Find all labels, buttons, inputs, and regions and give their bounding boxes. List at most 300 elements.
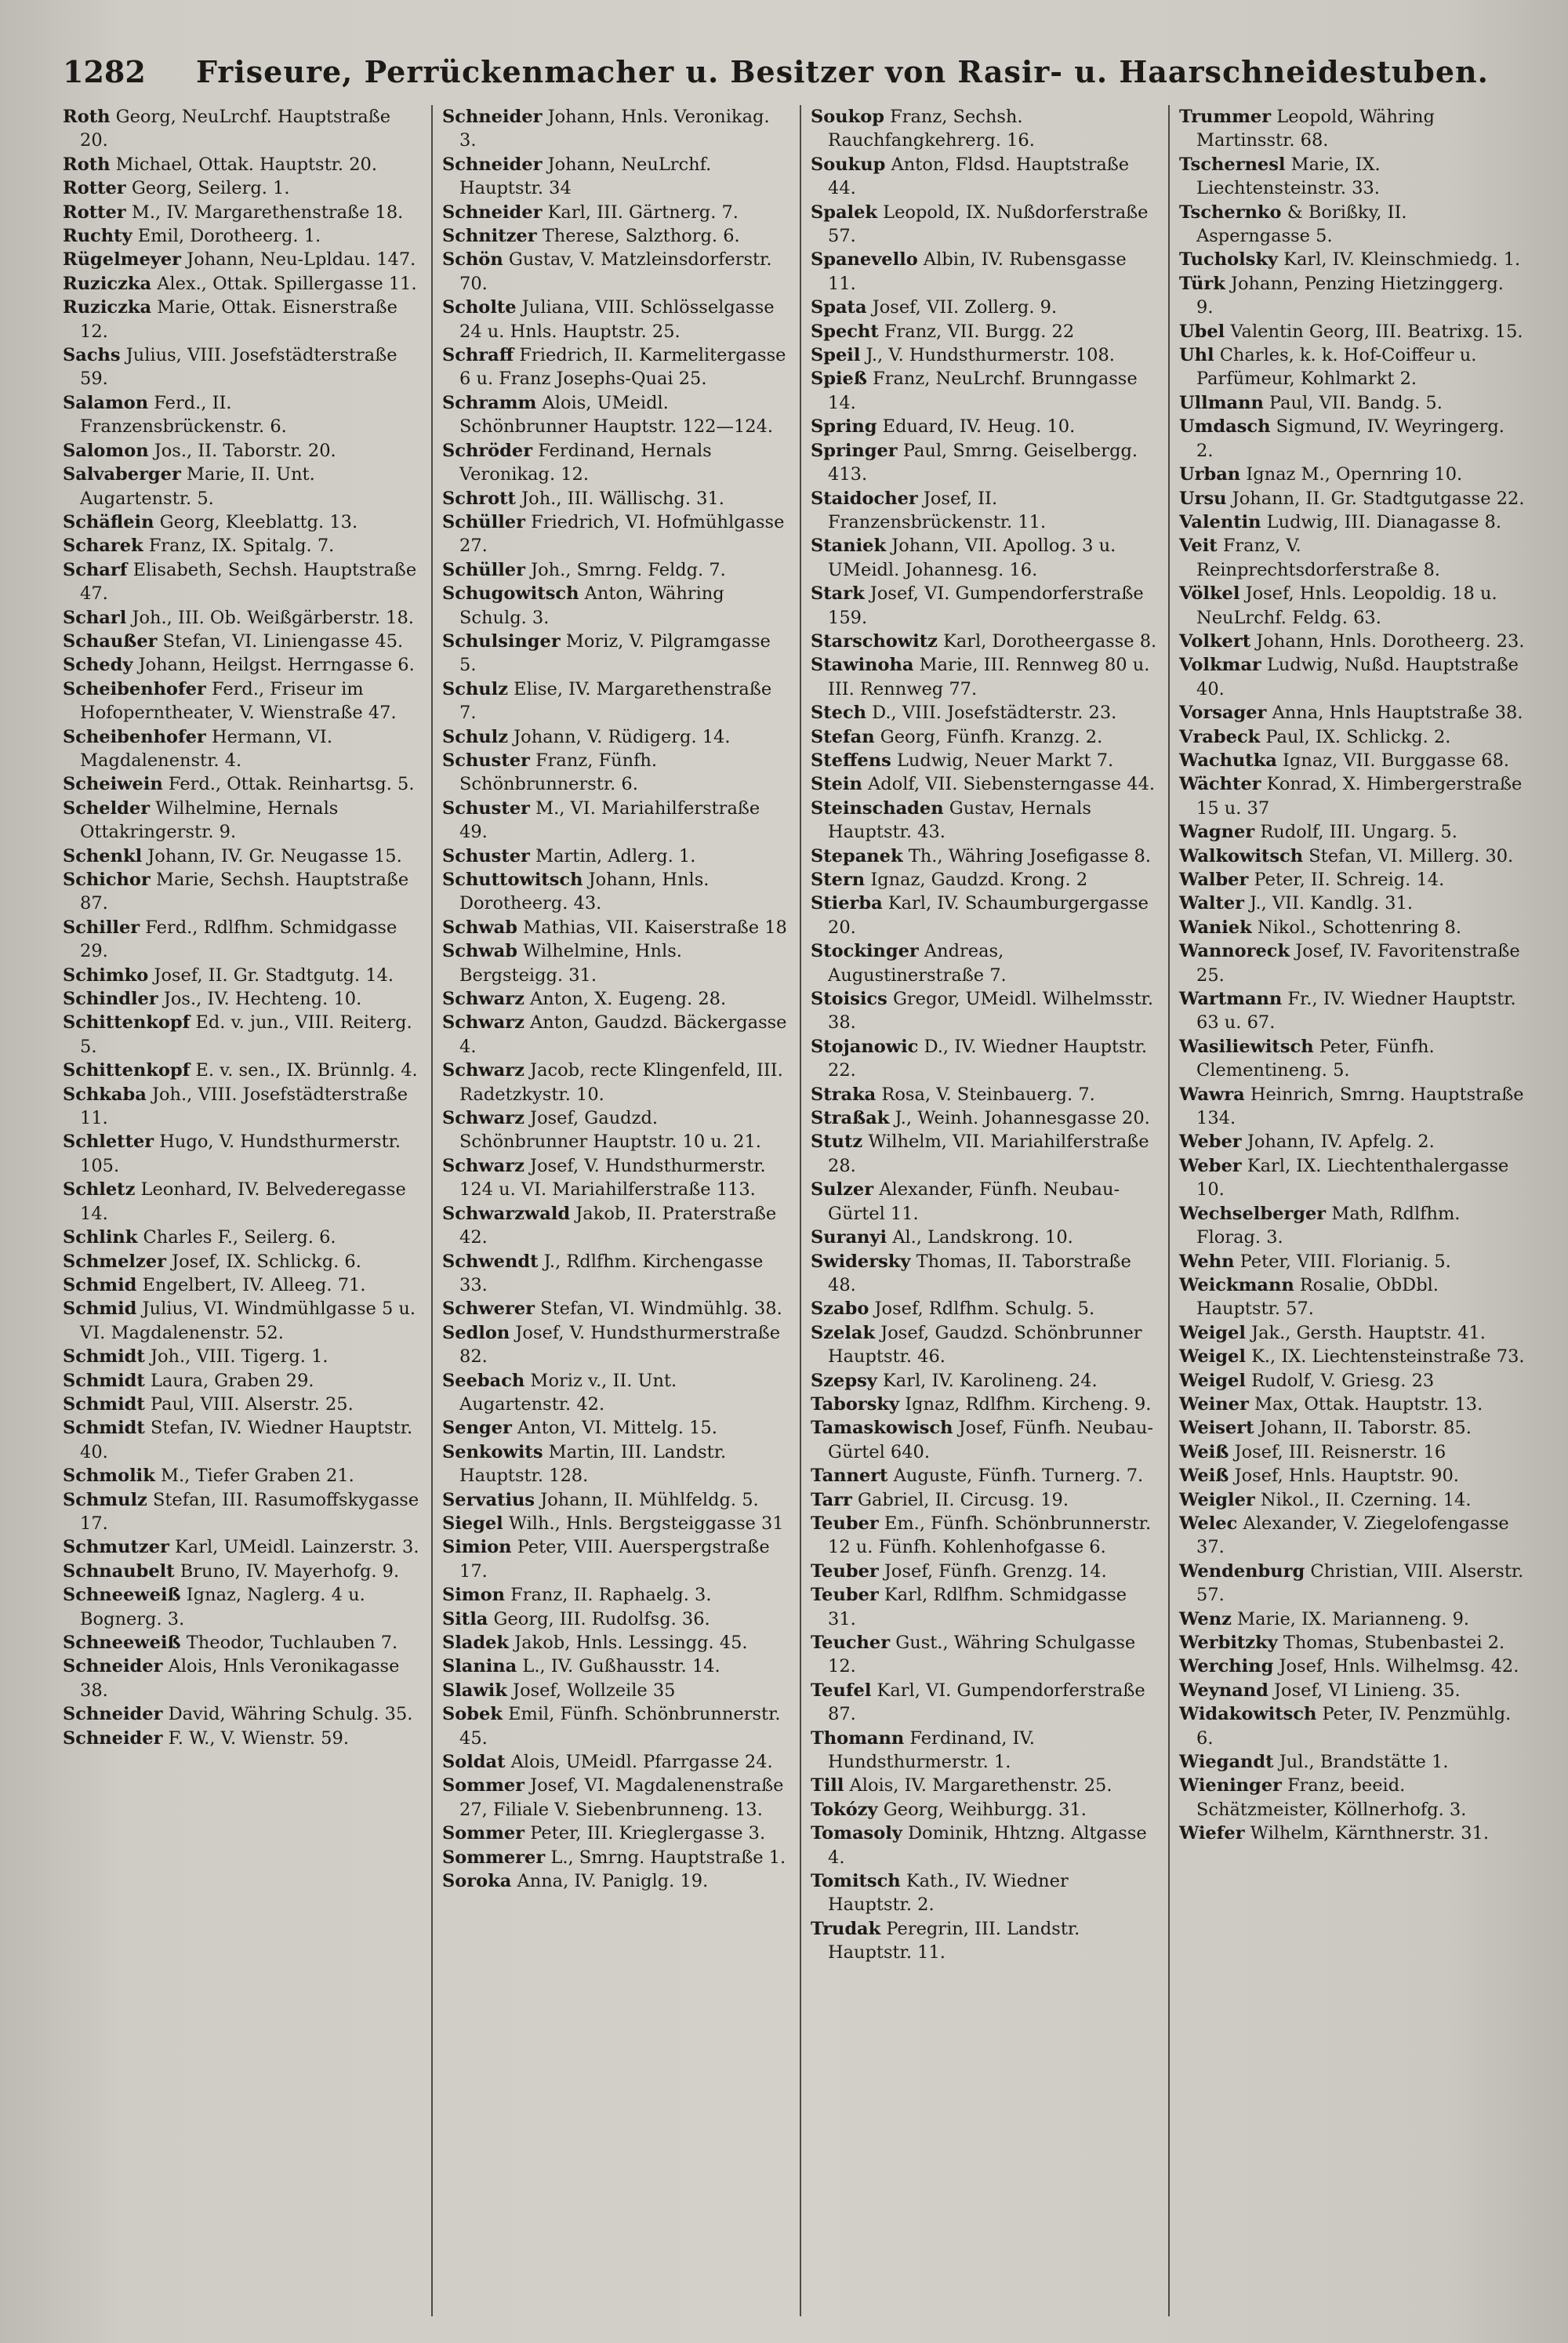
entry-surname: Tschernko [1179, 202, 1282, 223]
entry-surname: Senger [442, 1418, 512, 1439]
entry-details: Ignaz, Naglerg. 4 u. Bognerg. 3. [80, 1585, 365, 1629]
entry-surname: Seebach [442, 1370, 525, 1391]
column-3 [800, 105, 1168, 2316]
directory-entry [811, 343, 1157, 367]
directory-entry [63, 630, 420, 653]
directory-entry [442, 1631, 789, 1655]
directory-entry [63, 272, 420, 296]
entry-details: Thomas, II. Taborstraße 48. [828, 1251, 1131, 1295]
entry-surname: Walkowitsch [1179, 845, 1304, 866]
entry-details: Josef, II. Franzensbrückenstr. 11. [828, 488, 1047, 532]
entry-details: Jul., Brandstätte 1. [1279, 1752, 1449, 1773]
entry-surname: Schwarzwald [442, 1203, 571, 1224]
directory-entry [63, 1393, 420, 1416]
entry-details: Johann, V. Rüdigerg. 14. [514, 726, 731, 747]
entry-surname: Siegel [442, 1513, 503, 1534]
directory-entry [811, 1798, 1157, 1822]
entry-details: Theodor, Tuchlauben 7. [186, 1633, 398, 1653]
entry-surname: Staniek [811, 536, 887, 557]
entry-surname: Scharl [63, 607, 127, 628]
entry-surname: Schneider [63, 1727, 163, 1749]
directory-entry [63, 725, 420, 773]
entry-surname: Schwerer [442, 1299, 535, 1320]
entry-surname: Rotter [63, 202, 126, 223]
entry-surname: Wannoreck [1179, 941, 1290, 962]
entry-surname: Weiner [1179, 1393, 1249, 1415]
directory-entry [811, 439, 1157, 487]
directory-entry [442, 558, 789, 582]
directory-entry [1179, 916, 1526, 939]
entry-details: Peregrin, III. Landstr. Hauptstr. 11. [828, 1918, 1080, 1963]
directory-entry [811, 1130, 1157, 1178]
entry-surname: Salomon [63, 440, 149, 461]
directory-entry [811, 153, 1157, 201]
directory-entry [1179, 868, 1526, 892]
entry-details: Wilhelmine, Hnls. Bergsteigg. 31. [459, 941, 682, 986]
directory-entry [1179, 201, 1526, 249]
entry-surname: Steffens [811, 750, 891, 771]
entry-surname: Wächter [1179, 774, 1261, 795]
directory-entry [1179, 463, 1526, 486]
entry-details: Ignaz M., Opernring 10. [1246, 464, 1463, 485]
entry-surname: Slanina [442, 1656, 517, 1677]
entry-surname: Speil [811, 345, 861, 366]
entry-details: Josef, VI. Gumpendorferstraße 159. [828, 583, 1144, 628]
directory-entry [442, 1250, 789, 1298]
directory-entry [442, 296, 789, 343]
entry-surname: Stein [811, 774, 862, 795]
directory-entry [811, 868, 1157, 892]
entry-details: Karl, IV. Kleinschmiedg. 1. [1283, 249, 1521, 271]
entry-surname: Soldat [442, 1752, 506, 1773]
entry-details: Peter, III. Krieglergasse 3. [530, 1823, 766, 1844]
entry-surname: Schletter [63, 1132, 154, 1153]
entry-details: Karl, III. Gärtnerg. 7. [547, 202, 739, 223]
entry-details: L., Smrng. Hauptstraße 1. [550, 1847, 786, 1868]
directory-entry [811, 1083, 1157, 1106]
entry-surname: Schittenkopf [63, 1012, 191, 1033]
directory-entry [1179, 1631, 1526, 1655]
directory-entry [811, 1297, 1157, 1320]
directory-columns [63, 105, 1537, 2316]
entry-surname: Weiß [1179, 1441, 1229, 1462]
entry-details: Marie, Ottak. Eisnerstraße 12. [80, 297, 397, 342]
directory-entry [63, 1273, 420, 1297]
directory-entry [1179, 1750, 1526, 1774]
directory-entry [1179, 248, 1526, 271]
directory-entry [63, 987, 420, 1011]
entry-details: J., V. Hundsthurmerstr. 108. [866, 345, 1115, 366]
directory-entry [442, 201, 789, 224]
entry-details: Leopold, Währing Martinsstr. 68. [1196, 107, 1435, 151]
directory-entry [442, 224, 789, 248]
directory-entry [63, 248, 420, 271]
directory-entry [811, 749, 1157, 772]
entry-surname: Teuber [811, 1585, 879, 1606]
entry-surname: Schrott [442, 488, 516, 509]
entry-details: Franz, II. Raphaelg. 3. [510, 1585, 712, 1606]
directory-entry [811, 1393, 1157, 1416]
entry-surname: Welec [1179, 1513, 1238, 1534]
directory-entry [811, 1679, 1157, 1727]
directory-entry [1179, 1774, 1526, 1822]
entry-surname: Spring [811, 416, 877, 438]
directory-entry [1179, 939, 1526, 987]
entry-surname: Salamon [63, 392, 149, 413]
entry-surname: Weber [1179, 1155, 1242, 1176]
directory-entry [1179, 1560, 1526, 1607]
directory-entry [1179, 1321, 1526, 1345]
entry-surname: Stoisics [811, 989, 887, 1010]
directory-entry [442, 749, 789, 797]
directory-entry [1179, 1440, 1526, 1464]
entry-surname: Szepsy [811, 1370, 877, 1391]
entry-details: Joh., VIII. Josefstädterstraße 11. [80, 1084, 408, 1129]
entry-details: Josef, Hnls. Hauptstr. 90. [1234, 1466, 1459, 1487]
directory-entry [811, 892, 1157, 939]
entry-details: Jos., II. Taborstr. 20. [154, 440, 336, 461]
entry-surname: Schindler [63, 989, 158, 1010]
directory-entry [811, 987, 1157, 1035]
entry-details: Marie, III. Rennweg 80 u. III. Rennweg 77. [828, 655, 1150, 699]
directory-entry [1179, 320, 1526, 343]
directory-entry [63, 391, 420, 439]
entry-surname: Ursu [1179, 488, 1227, 509]
entry-details: J., Rdlfhm. Kirchengasse 33. [459, 1251, 764, 1295]
entry-surname: Stawinoha [811, 655, 914, 676]
entry-details: Josef, Fünfh. Grenzg. 14. [884, 1560, 1107, 1582]
entry-details: Charles F., Seilerg. 6. [143, 1227, 336, 1248]
directory-entry [811, 367, 1157, 415]
entry-surname: Till [811, 1775, 844, 1796]
entry-surname: Scharek [63, 536, 143, 557]
directory-entry [63, 296, 420, 343]
entry-surname: Schletz [63, 1179, 136, 1201]
entry-surname: Schüller [442, 559, 525, 580]
entry-details: Marie, IX. Liechtensteinstr. 33. [1196, 154, 1381, 199]
directory-entry [811, 939, 1157, 987]
entry-details: Johann, IV. Apfelg. 2. [1247, 1132, 1435, 1153]
directory-entry [63, 153, 420, 176]
directory-entry [63, 176, 420, 200]
entry-details: Gustav, V. Matzleinsdorferstr. 70. [459, 249, 772, 294]
entry-details: Karl, Dorotheergasse 8. [943, 630, 1157, 652]
entry-surname: Ullmann [1179, 392, 1264, 413]
entry-surname: Schmidt [63, 1346, 145, 1368]
entry-surname: Tamaskowisch [811, 1418, 953, 1439]
entry-details: Ed. v. jun., VIII. Reiterg. 5. [80, 1012, 412, 1057]
entry-surname: Waniek [1179, 917, 1252, 938]
entry-details: Friedrich, II. Karmelitergasse 6 u. Franz Josephs-Quai 25. [459, 345, 786, 390]
entry-surname: Szabo [811, 1299, 869, 1320]
entry-details: Bruno, IV. Mayerhofg. 9. [180, 1560, 400, 1582]
entry-details: Karl, Rdlfhm. Schmidgasse 31. [828, 1585, 1127, 1629]
entry-surname: Sedlon [442, 1322, 510, 1343]
directory-entry [811, 1583, 1157, 1631]
entry-details: Ferdinand, IV. Hundsthurmerstr. 1. [828, 1727, 1035, 1773]
directory-entry [63, 558, 420, 606]
entry-details: Peter, VIII. Auerspergstraße 17. [459, 1537, 770, 1582]
directory-entry [63, 343, 420, 391]
entry-details: Ignaz, Rdlfhm. Kircheng. 9. [905, 1393, 1152, 1415]
entry-surname: Sitla [442, 1608, 488, 1629]
directory-entry [63, 916, 420, 964]
entry-details: M., VI. Mariahilferstraße 49. [459, 797, 760, 843]
entry-details: Gustav, Hernals Hauptstr. 43. [828, 797, 1091, 843]
entry-details: Rudolf, V. Griesg. 23 [1251, 1370, 1435, 1391]
entry-surname: Schnaubelt [63, 1560, 175, 1582]
directory-entry [1179, 1154, 1526, 1202]
entry-surname: Stern [811, 870, 866, 890]
directory-entry [811, 1178, 1157, 1226]
directory-entry [1179, 1202, 1526, 1250]
entry-details: Engelbert, IV. Alleeg. 71. [142, 1274, 366, 1295]
entry-details: Alexander, Fünfh. Neubau-Gürtel 11. [828, 1179, 1120, 1224]
directory-entry [442, 510, 789, 558]
entry-surname: Stark [811, 583, 865, 605]
entry-surname: Schneider [442, 154, 543, 175]
entry-surname: Schneeweiß [63, 1585, 181, 1606]
directory-entry [442, 1679, 789, 1702]
entry-details: Paul, IX. Schlickg. 2. [1265, 726, 1451, 747]
entry-details: Johann, Heilgst. Herrngasse 6. [138, 655, 415, 676]
entry-details: Jakob, II. Praterstraße 42. [459, 1203, 777, 1248]
entry-details: Laura, Graben 29. [150, 1370, 314, 1391]
entry-surname: Schwab [442, 941, 517, 962]
directory-entry [63, 1560, 420, 1583]
directory-entry [63, 1369, 420, 1393]
directory-entry [1179, 1273, 1526, 1321]
entry-details: Fr., IV. Wiedner Hauptstr. 63 u. 67. [1196, 989, 1516, 1033]
directory-entry [811, 1869, 1157, 1917]
entry-details: Johann, II. Taborstr. 85. [1259, 1418, 1472, 1439]
entry-surname: Schichor [63, 870, 151, 890]
entry-surname: Veit [1179, 536, 1218, 557]
entry-surname: Stefan [811, 726, 875, 747]
entry-details: Max, Ottak. Hauptstr. 13. [1254, 1393, 1483, 1415]
entry-surname: Schelder [63, 797, 151, 819]
entry-details: Josef, VI. Magdalenenstraße 27, Filiale V. Siebenbrunneng. 13. [459, 1775, 784, 1820]
entry-surname: Schwarz [442, 1155, 524, 1176]
entry-details: Marie, Sechsh. Hauptstraße 87. [80, 870, 409, 914]
entry-details: Christian, VIII. Alserstr. 57. [1196, 1560, 1524, 1606]
entry-details: Adolf, VII. Siebensterngasse 44. [868, 774, 1156, 795]
directory-entry [1179, 534, 1526, 582]
entry-details: Julius, VIII. Josefstädterstraße 59. [80, 345, 397, 390]
entry-surname: Walber [1179, 870, 1249, 890]
entry-surname: Wieninger [1179, 1775, 1282, 1796]
directory-entry [442, 1369, 789, 1417]
entry-details: Josef, V. Hundsthurmerstraße 82. [459, 1322, 781, 1368]
entry-details: Anton, Gaudzd. Bäckergasse 4. [459, 1012, 787, 1057]
entry-details: Alexander, V. Ziegelofengasse 37. [1196, 1513, 1509, 1558]
entry-surname: Thomann [811, 1727, 905, 1749]
directory-entry [811, 1774, 1157, 1797]
entry-details: Mathias, VII. Kaiserstraße 18 [523, 917, 787, 938]
entry-surname: Werbitzky [1179, 1633, 1278, 1653]
directory-entry [63, 201, 420, 224]
entry-surname: Schüller [442, 511, 525, 532]
entry-surname: Schenkl [63, 845, 143, 866]
entry-surname: Soukup [811, 154, 886, 175]
entry-details: Stefan, III. Rasumoffskygasse 17. [80, 1489, 419, 1534]
entry-details: L., IV. Gußhausstr. 14. [522, 1656, 720, 1677]
entry-details: & Borißky, II. Asperngasse 5. [1196, 202, 1407, 247]
directory-entry [1179, 1607, 1526, 1631]
entry-details: Anton, VI. Mittelg. 15. [517, 1418, 717, 1439]
entry-details: David, Währing Schulg. 35. [168, 1704, 413, 1725]
entry-details: Anton, X. Eugeng. 28. [530, 989, 727, 1010]
entry-surname: Schuster [442, 845, 530, 866]
entry-details: Johann, Hnls. Dorotheerg. 43. [459, 870, 710, 914]
entry-details: Josef, V. Hundsthurmerstr. 124 u. VI. Mariahilferstraße 113. [459, 1155, 766, 1201]
entry-details: Georg, NeuLrchf. Hauptstraße 20. [80, 107, 391, 151]
directory-entry [442, 248, 789, 296]
directory-entry [63, 1178, 420, 1226]
entry-surname: Wenz [1179, 1608, 1232, 1629]
entry-surname: Straka [811, 1084, 877, 1105]
entry-surname: Schnitzer [442, 226, 537, 247]
entry-surname: Stierba [811, 893, 883, 914]
entry-details: Ludwig, Neuer Markt 7. [896, 750, 1114, 771]
entry-details: J., Weinh. Johannesgasse 20. [895, 1108, 1150, 1129]
entry-details: Johann, NeuLrchf. Hauptstr. 34 [459, 154, 712, 199]
directory-entry [811, 105, 1157, 153]
entry-surname: Sobek [442, 1704, 503, 1725]
entry-surname: Tannert [811, 1466, 888, 1487]
entry-details: Peter, VIII. Florianig. 5. [1240, 1251, 1451, 1272]
entry-surname: Stockinger [811, 941, 919, 962]
directory-entry [1179, 1369, 1526, 1393]
entry-details: Georg, III. Rudolfsg. 36. [493, 1608, 710, 1629]
entry-surname: Vrabeck [1179, 726, 1261, 747]
entry-details: Marie, II. Unt. Augartenstr. 5. [80, 464, 315, 509]
entry-details: Josef, VI Linieng. 35. [1274, 1680, 1461, 1701]
entry-surname: Schulz [442, 726, 508, 747]
entry-details: Franz, V. Reinprechtsdorferstraße 8. [1196, 536, 1440, 580]
directory-entry [1179, 1345, 1526, 1368]
entry-details: Karl, VI. Gumpendorferstraße 87. [828, 1680, 1145, 1725]
entry-details: Ignaz, Gaudzd. Krong. 2 [870, 870, 1088, 890]
directory-entry [442, 1869, 789, 1893]
directory-entry [63, 845, 420, 868]
directory-entry [442, 987, 789, 1011]
entry-surname: Roth [63, 107, 111, 127]
entry-details: Alois, UMeidl. Pfarrgasse 24. [510, 1752, 773, 1773]
directory-entry [63, 797, 420, 845]
entry-details: Ludwig, Nußd. Hauptstraße 40. [1196, 655, 1519, 699]
directory-entry [811, 1226, 1157, 1249]
entry-details: D., IV. Wiedner Hauptstr. 22. [828, 1036, 1148, 1081]
directory-entry [1179, 272, 1526, 320]
entry-details: Nikol., Schottenring 8. [1257, 917, 1461, 938]
entry-details: Georg, Fünfh. Kranzg. 2. [880, 726, 1103, 747]
entry-details: Alex., Ottak. Spillergasse 11. [157, 273, 417, 294]
directory-entry [811, 1512, 1157, 1560]
directory-entry [63, 964, 420, 987]
directory-entry [811, 1488, 1157, 1512]
entry-surname: Schwarz [442, 989, 524, 1010]
directory-entry [442, 1846, 789, 1869]
entry-surname: Schuster [442, 750, 530, 771]
entry-surname: Wasiliewitsch [1179, 1036, 1314, 1057]
directory-entry [811, 1727, 1157, 1775]
directory-entry [63, 1631, 420, 1655]
directory-entry [63, 1416, 420, 1464]
entry-surname: Wartmann [1179, 989, 1283, 1010]
entry-surname: Umdasch [1179, 416, 1271, 438]
entry-surname: Schaußer [63, 630, 158, 652]
directory-entry [1179, 892, 1526, 915]
entry-details: Karl, IX. Liechtenthalergasse 10. [1196, 1155, 1509, 1201]
entry-surname: Stech [811, 703, 867, 724]
entry-details: Em., Fünfh. Schönbrunnerstr. 12 u. Fünfh. Kohlenhofgasse 6. [828, 1513, 1152, 1558]
entry-surname: Stojanowic [811, 1036, 919, 1057]
entry-details: Heinrich, Smrng. Hauptstraße 134. [1196, 1084, 1524, 1129]
entry-surname: Volkert [1179, 630, 1251, 652]
entry-details: Jos., IV. Hechteng. 10. [163, 989, 362, 1010]
entry-details: Sigmund, IV. Weyringerg. 2. [1196, 416, 1504, 461]
directory-entry [442, 1154, 789, 1202]
entry-surname: Tschernesl [1179, 154, 1286, 175]
entry-details: Josef, Gaudzd. Schönbrunner Hauptstr. 10 u. 21. [459, 1108, 761, 1153]
directory-entry [811, 415, 1157, 438]
entry-details: Albin, IV. Rubensgasse 11. [828, 249, 1127, 294]
entry-details: Marie, IX. Marianneng. 9. [1237, 1608, 1470, 1629]
entry-surname: Schulsinger [442, 630, 561, 652]
entry-surname: Szelak [811, 1322, 876, 1343]
directory-entry [1179, 105, 1526, 153]
entry-details: Wilh., Hnls. Bergsteiggasse 31 [508, 1513, 784, 1534]
entry-details: Johann, Neu-Lpldau. 147. [187, 249, 416, 271]
entry-details: Emil, Dorotheerg. 1. [137, 226, 321, 247]
entry-details: Johann, VII. Apollog. 3 u. UMeidl. Johannesg. 16. [828, 536, 1116, 580]
directory-entry [1179, 1250, 1526, 1273]
entry-surname: Valentin [1179, 511, 1261, 532]
entry-surname: Ruziczka [63, 297, 152, 318]
entry-details: Rudolf, III. Ungarg. 5. [1260, 822, 1457, 843]
entry-surname: Spanevello [811, 249, 918, 271]
entry-details: Johann, Penzing Hietzinggerg. 9. [1196, 273, 1504, 318]
entry-surname: Völkel [1179, 583, 1240, 605]
directory-entry [442, 1059, 789, 1106]
entry-surname: Schramm [442, 392, 537, 413]
entry-surname: Widakowitsch [1179, 1704, 1317, 1725]
entry-surname: Weigler [1179, 1489, 1255, 1510]
entry-surname: Schugowitsch [442, 583, 579, 605]
entry-surname: Servatius [442, 1489, 535, 1510]
entry-surname: Schuster [442, 797, 530, 819]
directory-entry [811, 772, 1157, 796]
entry-surname: Tucholsky [1179, 249, 1278, 271]
entry-details: Gregor, UMeidl. Wilhelmsstr. 38. [828, 989, 1153, 1033]
entry-details: Anton, Fldsd. Hauptstraße 44. [828, 154, 1130, 199]
entry-details: Moriz, V. Pilgramgasse 5. [459, 630, 771, 676]
entry-details: Franz, IX. Spitalg. 7. [148, 536, 335, 557]
entry-details: Josef, Hnls. Leopoldig. 18 u. NeuLrchf. Feldg. 63. [1196, 583, 1497, 628]
directory-entry [442, 1106, 789, 1154]
entry-details: Johann, Hnls. Veronikag. 3. [459, 107, 770, 151]
entry-surname: Stutz [811, 1132, 863, 1153]
entry-details: Josef, Wollzeile 35 [513, 1680, 676, 1701]
directory-entry [442, 1607, 789, 1631]
entry-details: Konrad, X. Himbergerstraße 15 u. 37 [1196, 774, 1523, 819]
entry-details: Josef, IV. Favoritenstraße 25. [1196, 941, 1520, 986]
entry-surname: Starschowitz [811, 630, 938, 652]
entry-surname: Simon [442, 1585, 505, 1606]
entry-details: Josef, Fünfh. Neubau-Gürtel 640. [828, 1418, 1154, 1462]
entry-details: Elisabeth, Sechsh. Hauptstraße 47. [80, 559, 417, 605]
